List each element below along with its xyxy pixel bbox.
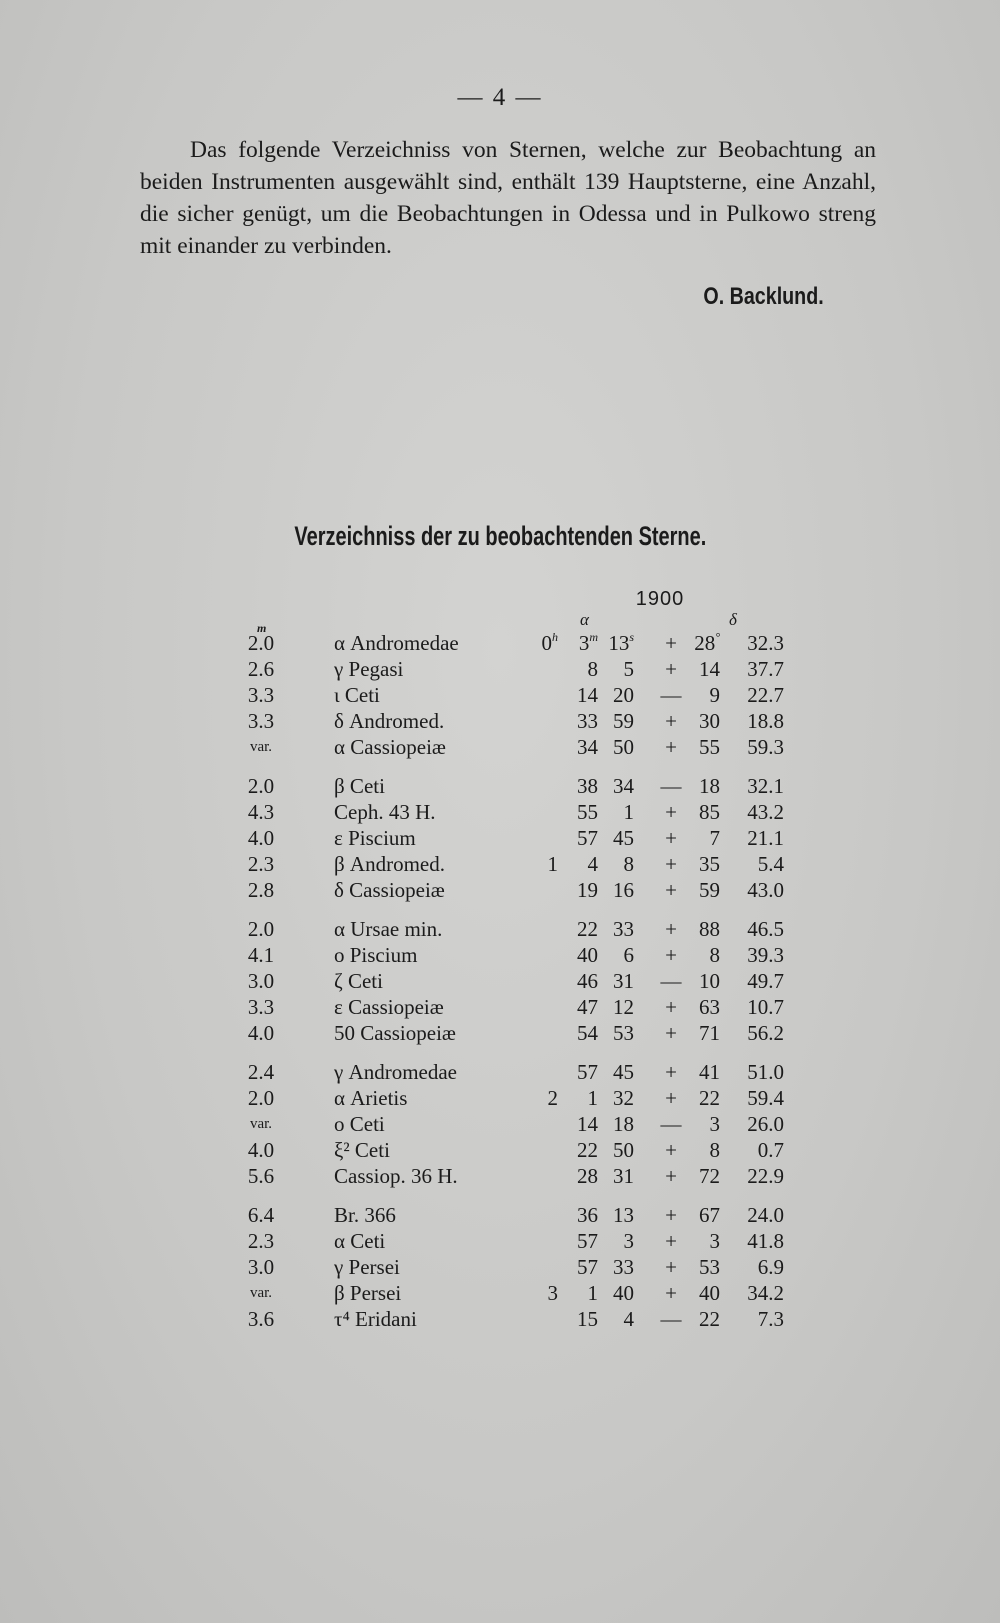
dec-degrees-cell: 53 <box>699 1255 720 1279</box>
table-row <box>0 942 1000 968</box>
dec-arcmin-cell: 32.3 <box>747 631 784 655</box>
dec-arcmin-cell: 59.4 <box>747 1086 784 1110</box>
ra-seconds-cell: 20 <box>613 683 634 707</box>
dec-sign-cell: + <box>665 709 677 733</box>
dec-sign-cell: + <box>665 1086 677 1110</box>
magnitude-cell: 4.0 <box>247 1138 275 1162</box>
dec-sign-cell: + <box>665 1021 677 1045</box>
dec-sign-cell: + <box>665 1281 677 1305</box>
ra-seconds-cell: 13$^s$ <box>608 630 634 655</box>
table-row <box>0 1228 1000 1254</box>
ra-seconds-cell: 4 <box>623 1307 634 1331</box>
alpha-column-header: α <box>580 610 589 629</box>
star-name-cell: ο Piscium <box>334 943 418 967</box>
star-group <box>0 1059 1000 1189</box>
ra-seconds-cell: 59 <box>613 709 634 733</box>
ra-minutes-cell: 1 <box>587 1281 598 1305</box>
dec-degrees-cell: 40 <box>699 1281 720 1305</box>
magnitude-cell: 6.4 <box>247 1203 275 1227</box>
dec-arcmin-cell: 22.7 <box>747 683 784 707</box>
dec-arcmin-cell: 7.3 <box>757 1307 784 1331</box>
dec-arcmin-cell: 32.1 <box>747 774 784 798</box>
table-row <box>0 1111 1000 1137</box>
dec-sign-cell: + <box>665 657 677 681</box>
ra-seconds-cell: 53 <box>613 1021 634 1045</box>
ra-minutes-cell: 19 <box>577 878 598 902</box>
ra-minutes-cell: 40 <box>577 943 598 967</box>
ra-seconds-cell: 33 <box>613 917 634 941</box>
ra-minutes-cell: 33 <box>577 709 598 733</box>
star-name-cell: γ Persei <box>334 1255 400 1279</box>
dec-arcmin-cell: 41.8 <box>747 1229 784 1253</box>
magnitude-cell: 2.0 <box>247 631 275 655</box>
dec-sign-cell: + <box>665 826 677 850</box>
dec-sign-cell: + <box>665 800 677 824</box>
magnitude-cell: 4.0 <box>247 1021 275 1045</box>
ra-seconds-cell: 1 <box>623 800 634 824</box>
ra-minutes-cell: 54 <box>577 1021 598 1045</box>
hour-unit: h <box>552 630 558 644</box>
magnitude-cell: 2.3 <box>247 852 275 876</box>
table-row <box>0 968 1000 994</box>
degree-unit: ° <box>715 630 720 644</box>
star-name-cell: Cassiop. 36 H. <box>334 1164 458 1188</box>
ra-minutes-cell: 57 <box>577 1255 598 1279</box>
magnitude-cell: 2.8 <box>247 878 275 902</box>
magnitude-unit: m <box>257 621 267 635</box>
magnitude-cell: 2.3 <box>247 1229 275 1253</box>
dec-arcmin-cell: 37.7 <box>747 657 784 681</box>
table-row <box>0 1254 1000 1280</box>
magnitude-cell: 2.0 <box>247 917 275 941</box>
dec-arcmin-cell: 21.1 <box>747 826 784 850</box>
table-row <box>0 1059 1000 1085</box>
dec-degrees-cell: 8 <box>709 1138 720 1162</box>
ra-seconds-cell: 12 <box>613 995 634 1019</box>
dec-degrees-cell: 67 <box>699 1203 720 1227</box>
table-row <box>0 1280 1000 1306</box>
dec-arcmin-cell: 51.0 <box>747 1060 784 1084</box>
dec-arcmin-cell: 43.2 <box>747 800 784 824</box>
dec-degrees-cell: 22 <box>699 1086 720 1110</box>
dec-degrees-cell: 7 <box>709 826 720 850</box>
magnitude-cell: 3.0 <box>247 1255 275 1279</box>
ra-minutes-cell: 34 <box>577 735 598 759</box>
magnitude-cell: 3.6 <box>247 1307 275 1331</box>
dec-degrees-cell: 3 <box>709 1229 720 1253</box>
table-row <box>0 1306 1000 1332</box>
star-group <box>0 916 1000 1046</box>
ra-seconds-cell: 6 <box>623 943 634 967</box>
dec-sign-cell: + <box>665 943 677 967</box>
magnitude-cell: 3.0 <box>247 969 275 993</box>
ra-seconds-cell: 18 <box>613 1112 634 1136</box>
ra-minutes-cell: 22 <box>577 917 598 941</box>
ra-seconds-cell: 45 <box>613 826 634 850</box>
dec-arcmin-cell: 46.5 <box>747 917 784 941</box>
star-name-cell: β Ceti <box>334 774 385 798</box>
delta-column-header: δ <box>729 610 737 629</box>
ra-minutes-cell: 57 <box>577 826 598 850</box>
ra-seconds-cell: 32 <box>613 1086 634 1110</box>
dec-arcmin-cell: 56.2 <box>747 1021 784 1045</box>
dec-arcmin-cell: 26.0 <box>747 1112 784 1136</box>
magnitude-cell: var. <box>249 1285 273 1301</box>
magnitude-cell: var. <box>249 739 273 755</box>
dec-sign-cell: — <box>660 1112 682 1136</box>
star-name-cell: τ⁴ Eridani <box>334 1307 417 1331</box>
magnitude-cell: 4.3 <box>247 800 275 824</box>
dec-sign-cell: + <box>665 1060 677 1084</box>
dec-degrees-cell: 55 <box>699 735 720 759</box>
ra-minutes-cell: 55 <box>577 800 598 824</box>
dec-sign-cell: + <box>665 852 677 876</box>
ra-seconds-cell: 33 <box>613 1255 634 1279</box>
table-row <box>0 682 1000 708</box>
dec-arcmin-cell: 39.3 <box>747 943 784 967</box>
dec-degrees-cell: 63 <box>699 995 720 1019</box>
dec-sign-cell: + <box>665 735 677 759</box>
dec-sign-cell: + <box>665 1138 677 1162</box>
ra-minutes-cell: 4 <box>587 852 598 876</box>
star-name-cell: δ Cassiopeiæ <box>334 878 445 902</box>
table-row <box>0 1085 1000 1111</box>
ra-minutes-cell: 46 <box>577 969 598 993</box>
ra-minutes-cell: 14 <box>577 683 598 707</box>
magnitude-cell: 4.1 <box>247 943 275 967</box>
ra-seconds-cell: 5 <box>623 657 634 681</box>
dec-degrees-cell: 9 <box>709 683 720 707</box>
minute-unit: m <box>589 630 598 644</box>
dec-sign-cell: — <box>660 683 682 707</box>
table-row <box>0 630 1000 656</box>
star-name-cell: α Arietis <box>334 1086 408 1110</box>
dec-sign-cell: + <box>665 631 677 655</box>
star-name-cell: 50 Cassiopeiæ <box>334 1021 456 1045</box>
author-signature: O. Backlund. <box>703 283 824 310</box>
ra-hours-cell: 1 <box>547 852 558 876</box>
table-row <box>0 851 1000 877</box>
intro-text: Das folgende Verzeichniss von Sternen, welche zur Beobachtung an beiden Instrumenten ausgewählt sind, enthält 139 Hauptsterne, eine Anzahl, die sicher genügt, um die Beobachtungen in Odessa und in Pulkowo streng mit einander zu verbinden. <box>140 137 876 259</box>
dec-degrees-cell: 30 <box>699 709 720 733</box>
dec-sign-cell: — <box>660 1307 682 1331</box>
table-row <box>0 825 1000 851</box>
dec-sign-cell: — <box>660 774 682 798</box>
ra-minutes-cell: 57 <box>577 1229 598 1253</box>
magnitude-cell: 2.4 <box>247 1060 275 1084</box>
ra-seconds-cell: 13 <box>613 1203 634 1227</box>
ra-minutes-cell: 3$^m$ <box>578 630 598 655</box>
dec-degrees-cell: 88 <box>699 917 720 941</box>
ra-seconds-cell: 50 <box>613 735 634 759</box>
ra-minutes-cell: 8 <box>587 657 598 681</box>
dec-arcmin-cell: 6.9 <box>757 1255 784 1279</box>
ra-minutes-cell: 22 <box>577 1138 598 1162</box>
star-name-cell: ξ² Ceti <box>334 1138 390 1162</box>
dec-arcmin-cell: 49.7 <box>747 969 784 993</box>
dec-arcmin-cell: 22.9 <box>747 1164 784 1188</box>
dec-sign-cell: + <box>665 1229 677 1253</box>
star-group <box>0 1202 1000 1332</box>
ra-seconds-cell: 50 <box>613 1138 634 1162</box>
intro-paragraph <box>140 134 876 262</box>
dec-degrees-cell: 71 <box>699 1021 720 1045</box>
ra-minutes-cell: 15 <box>577 1307 598 1331</box>
dec-degrees-cell: 22 <box>699 1307 720 1331</box>
table-title-text: Verzeichniss der zu beobachtenden Sterne. <box>294 521 706 551</box>
table-row <box>0 773 1000 799</box>
dec-arcmin-cell: 34.2 <box>747 1281 784 1305</box>
table-row <box>0 656 1000 682</box>
dec-degrees-cell: 18 <box>699 774 720 798</box>
star-name-cell: δ Andromed. <box>334 709 445 733</box>
table-row <box>0 916 1000 942</box>
magnitude-cell: 3.3 <box>247 995 275 1019</box>
ra-minutes-cell: 47 <box>577 995 598 1019</box>
table-row <box>0 1202 1000 1228</box>
dec-degrees-cell: 85 <box>699 800 720 824</box>
dec-arcmin-cell: 18.8 <box>747 709 784 733</box>
dec-degrees-cell: 28° <box>694 630 720 655</box>
dec-arcmin-cell: 0.7 <box>757 1138 784 1162</box>
ra-seconds-cell: 31 <box>613 969 634 993</box>
magnitude-cell: 4.0 <box>247 826 275 850</box>
ra-hours-cell: 0$^h$ <box>541 630 558 655</box>
star-name-cell: γ Andromedae <box>334 1060 457 1084</box>
star-name-cell: α Andromedae <box>334 631 459 655</box>
table-row <box>0 708 1000 734</box>
ra-minutes-cell: 28 <box>577 1164 598 1188</box>
page-number: — 4 — <box>457 84 543 111</box>
second-unit: s <box>629 630 634 644</box>
magnitude-cell: 2.0 <box>247 774 275 798</box>
dec-arcmin-cell: 43.0 <box>747 878 784 902</box>
magnitude-cell: 5.6 <box>247 1164 275 1188</box>
magnitude-cell: 3.3 <box>247 709 275 733</box>
table-row <box>0 1020 1000 1046</box>
dec-arcmin-cell: 5.4 <box>757 852 784 876</box>
star-group <box>0 630 1000 760</box>
star-name-cell: ο Ceti <box>334 1112 385 1136</box>
ra-hours-cell: 3 <box>547 1281 558 1305</box>
dec-arcmin-cell: 59.3 <box>747 735 784 759</box>
ra-minutes-cell: 1 <box>587 1086 598 1110</box>
dec-sign-cell: + <box>665 917 677 941</box>
star-name-cell: Br. 366 <box>334 1203 396 1227</box>
star-name-cell: β Persei <box>334 1281 402 1305</box>
dec-sign-cell: — <box>660 969 682 993</box>
ra-seconds-cell: 45 <box>613 1060 634 1084</box>
ra-seconds-cell: 34 <box>613 774 634 798</box>
dec-sign-cell: + <box>665 1164 677 1188</box>
ra-seconds-cell: 16 <box>613 878 634 902</box>
magnitude-cell: 2.0 <box>247 1086 275 1110</box>
ra-minutes-cell: 14 <box>577 1112 598 1136</box>
dec-degrees-cell: 10 <box>699 969 720 993</box>
table-row <box>0 1163 1000 1189</box>
star-group <box>0 773 1000 903</box>
ra-seconds-cell: 3 <box>623 1229 634 1253</box>
ra-minutes-cell: 38 <box>577 774 598 798</box>
table-row <box>0 877 1000 903</box>
ra-seconds-cell: 8 <box>623 852 634 876</box>
epoch-header: 1900 <box>635 588 685 610</box>
dec-arcmin-cell: 24.0 <box>747 1203 784 1227</box>
star-name-cell: ε Cassiopeiæ <box>334 995 444 1019</box>
magnitude-cell: 3.3 <box>247 683 275 707</box>
dec-sign-cell: + <box>665 1203 677 1227</box>
star-name-cell: Ceph. 43 H. <box>334 800 436 824</box>
dec-sign-cell: + <box>665 878 677 902</box>
star-name-cell: ι Ceti <box>334 683 380 707</box>
dec-degrees-cell: 35 <box>699 852 720 876</box>
star-name-cell: ζ Ceti <box>334 969 383 993</box>
dec-degrees-cell: 14 <box>699 657 720 681</box>
dec-sign-cell: + <box>665 1255 677 1279</box>
table-row <box>0 1137 1000 1163</box>
star-name-cell: β Andromed. <box>334 852 445 876</box>
dec-degrees-cell: 72 <box>699 1164 720 1188</box>
star-name-cell: γ Pegasi <box>334 657 404 681</box>
dec-degrees-cell: 59 <box>699 878 720 902</box>
star-name-cell: α Ursae min. <box>334 917 443 941</box>
star-name-cell: α Cassiopeiæ <box>334 735 446 759</box>
star-name-cell: α Ceti <box>334 1229 386 1253</box>
table-row <box>0 994 1000 1020</box>
ra-hours-cell: 2 <box>547 1086 558 1110</box>
dec-degrees-cell: 3 <box>709 1112 720 1136</box>
star-name-cell: ε Piscium <box>334 826 416 850</box>
magnitude-cell: 2.6 <box>247 657 275 681</box>
ra-minutes-cell: 57 <box>577 1060 598 1084</box>
table-row <box>0 799 1000 825</box>
table-row <box>0 734 1000 760</box>
dec-arcmin-cell: 10.7 <box>747 995 784 1019</box>
dec-degrees-cell: 8 <box>709 943 720 967</box>
dec-degrees-cell: 41 <box>699 1060 720 1084</box>
table-title <box>0 521 1000 552</box>
ra-seconds-cell: 40 <box>613 1281 634 1305</box>
magnitude-cell: var. <box>249 1116 273 1132</box>
ra-seconds-cell: 31 <box>613 1164 634 1188</box>
ra-minutes-cell: 36 <box>577 1203 598 1227</box>
star-table <box>0 630 1000 1345</box>
dec-sign-cell: + <box>665 995 677 1019</box>
